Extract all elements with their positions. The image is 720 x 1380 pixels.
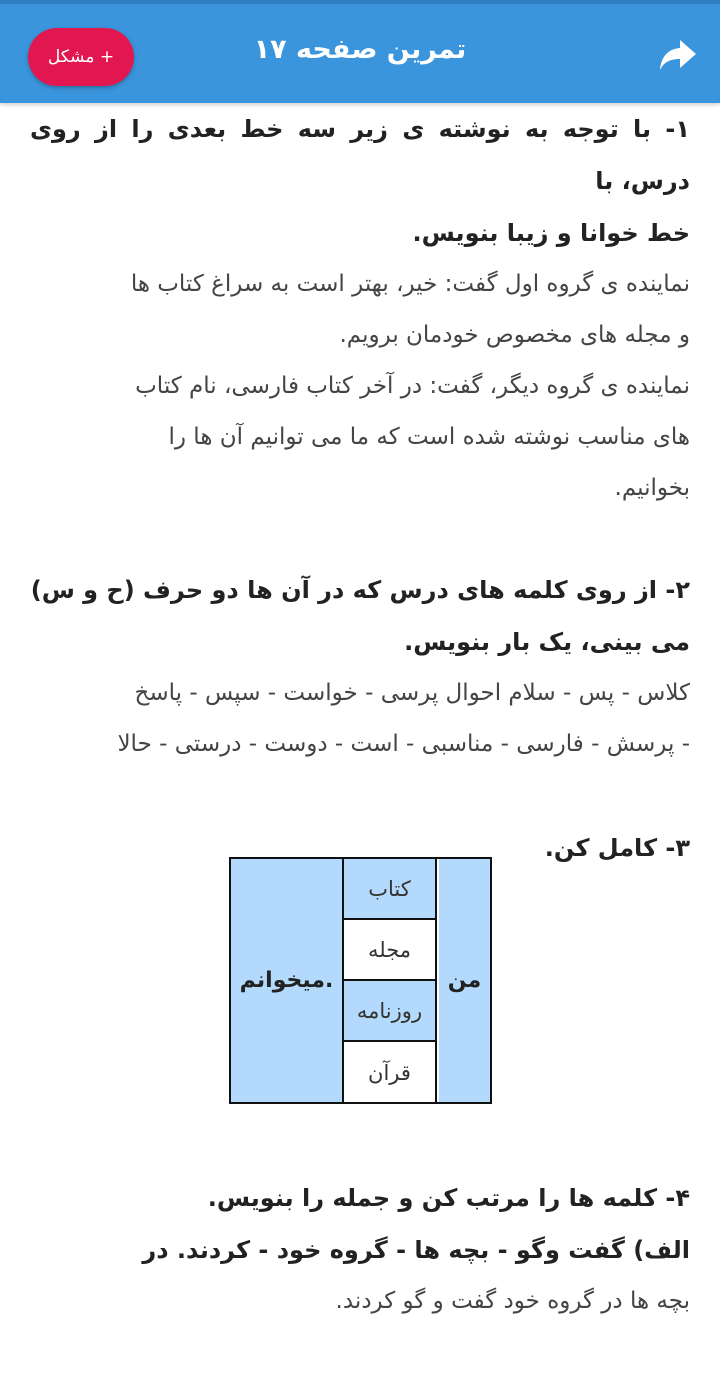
lesson-content (30, 103, 690, 874)
object-cell: قرآن (368, 1060, 411, 1085)
exercise-1-text: نماینده ی گروه اول گفت: خیر، بهتر است به سراغ کتاب ها و مجله های مخصوص خودمان برویم. نماینده ی گروه دیگر، گفت: در آخر کتاب فارسی، نام کتاب های مناسب نوشته شده است که ما می توانیم آن ها را بخوانیم. (130, 271, 690, 501)
exercise-2-words: کلاس - پس - سلام احوال پرسی - خواست - سپس - پاسخ - پرسش - فارسی - مناسبی - است - دوست - درستی - حالا (117, 680, 690, 757)
exercise-1 (30, 103, 690, 514)
subject-cell: من (439, 859, 490, 1102)
exercise-2 (30, 564, 690, 770)
verb-cell: میخوانم. (231, 859, 344, 1102)
exercise-4-answer: بچه ها در گروه خود گفت و گو کردند. (335, 1288, 690, 1314)
object-cell: مجله (344, 920, 435, 981)
exercise-3-question: ۳- کامل کن. (544, 834, 690, 862)
exercise-2-question: ۲- از روی کلمه های درس که در آن ها دو حرف (ح و س) می بینی، یک بار بنویس. (30, 576, 690, 656)
exercise-4-question: ۴- کلمه ها را مرتب کن و جمله را بنویس. (207, 1184, 690, 1212)
exercise-4 (30, 1172, 690, 1327)
exercise-4-part-a: الف) گفت وگو - بچه ها - گروه خود - کردند. در (142, 1236, 690, 1264)
object-cell: روزنامه (344, 981, 435, 1042)
page-title: تمرین صفحه ۱۷ (253, 34, 467, 65)
objects-column (344, 859, 437, 1102)
app-bar (0, 0, 720, 103)
exercise-1-question: ۱- با توجه به نوشته ی زیر سه خط بعدی را از روی درس، با خط خوانا و زیبا بنویس. (30, 115, 690, 247)
object-cell: کتاب (344, 859, 435, 920)
sentence-table (229, 857, 492, 1104)
report-issue-button[interactable]: + مشکل (28, 28, 134, 86)
